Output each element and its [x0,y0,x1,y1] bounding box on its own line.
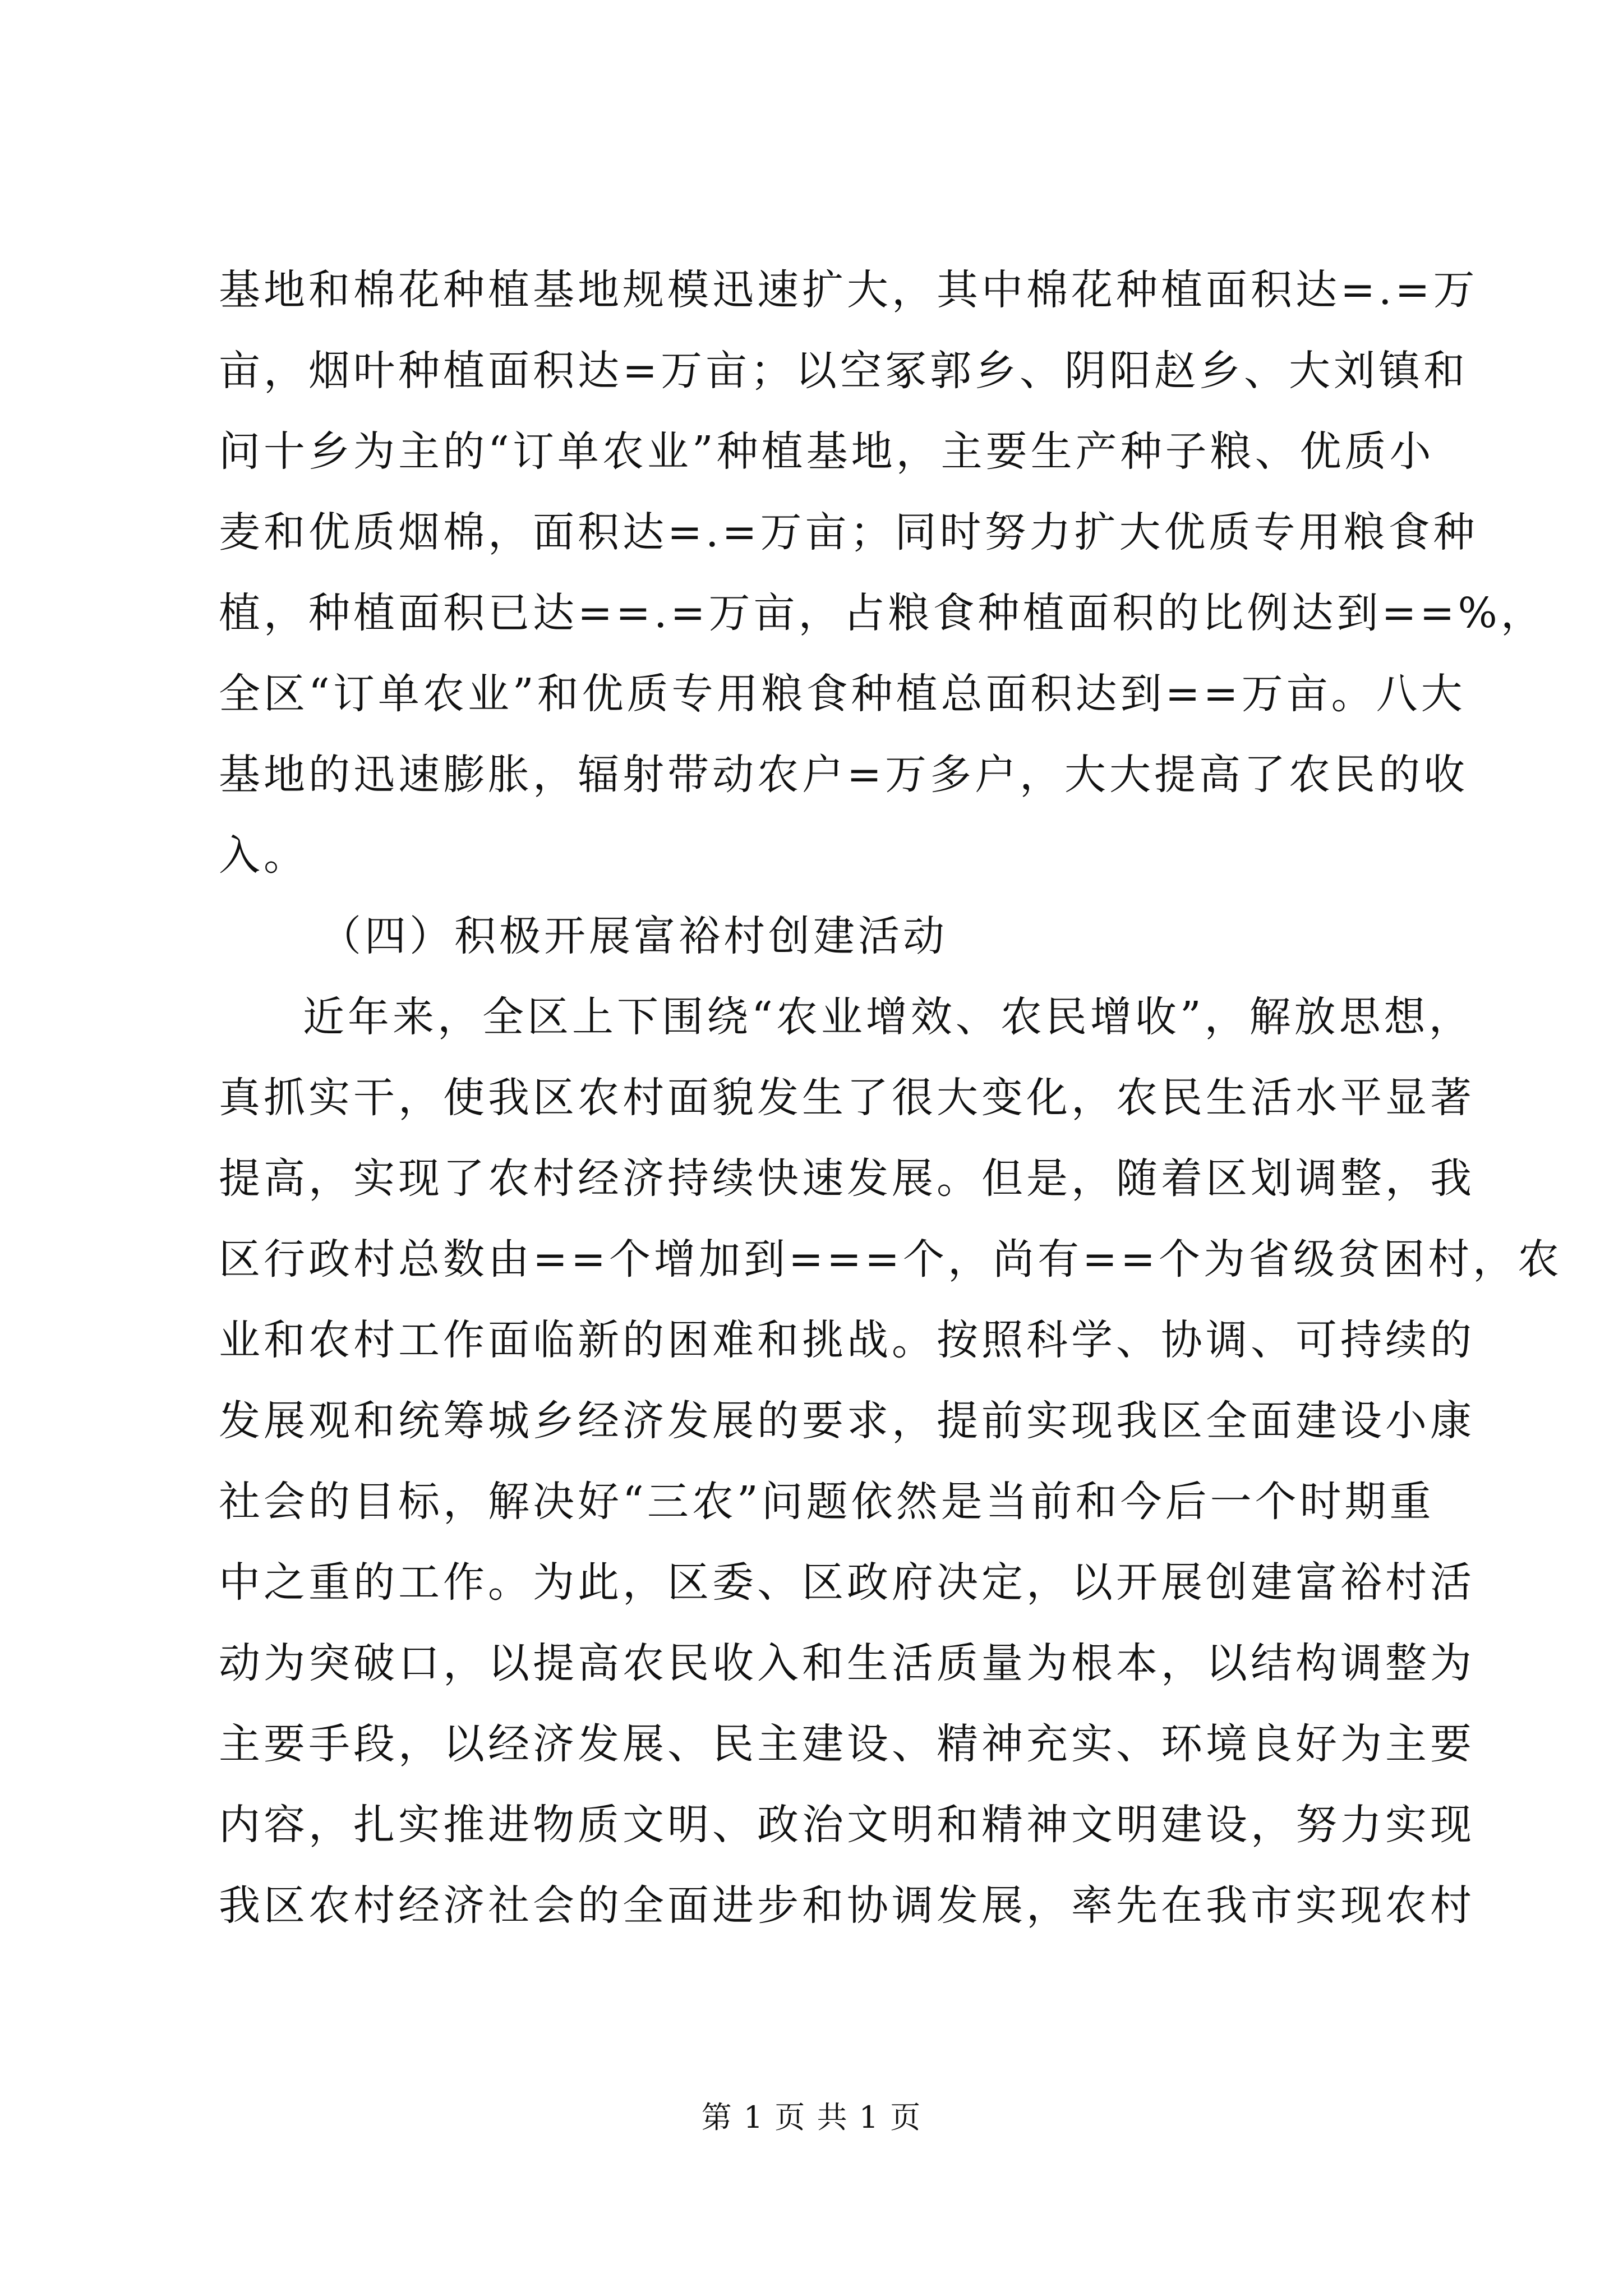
text-line: 亩，烟叶种植面积达=万亩；以空冢郭乡、阴阳赵乡、大刘镇和 [219,347,1469,395]
text-line: 基地和棉花种植基地规模迅速扩大，其中棉花种植面积达=.=万 [219,266,1478,314]
paragraph-line: 发展观和统筹城乡经济发展的要求，提前实现我区全面建设小康 [219,1397,1475,1445]
text-line: 问十乡为主的“订单农业”种植基地，主要生产种子粮、优质小 [219,427,1435,476]
text-line: 全区“订单农业”和优质专用粮食种植总面积达到==万亩。八大 [219,670,1466,718]
text-line: 植，种植面积已达==.=万亩，占粮食种植面积的比例达到==%， [219,589,1546,637]
paragraph-line: 中之重的工作。为此，区委、区政府决定，以开展创建富裕村活 [219,1558,1475,1607]
text-line: 麦和优质烟棉，面积达=.=万亩；同时努力扩大优质专用粮食种 [219,508,1478,556]
paragraph-line: 主要手段，以经济发展、民主建设、精神充实、环境良好为主要 [219,1720,1475,1768]
text-line: 基地的迅速膨胀，辐射带动农户=万多户，大大提高了农民的收 [219,751,1469,799]
paragraph-line: 业和农村工作面临新的困难和挑战。按照科学、协调、可持续的 [219,1316,1475,1364]
document-body [219,250,1563,1946]
paragraph-line: 真抓实干，使我区农村面貌发生了很大变化，农民生活水平显著 [219,1074,1475,1122]
paragraph-line: 近年来，全区上下围绕“农业增效、农民增收”，解放思想， [303,993,1474,1041]
paragraph-line: 内容，扎实推进物质文明、政治文明和精神文明建设，努力实现 [219,1801,1475,1849]
paragraph-line: 我区农村经济社会的全面进步和协调发展，率先在我市实现农村 [219,1881,1475,1930]
paragraph-line: 动为突破口，以提高农民收入和生活质量为根本，以结构调整为 [219,1639,1475,1687]
paragraph-line: 社会的目标，解决好“三农”问题依然是当前和今后一个时期重 [219,1478,1435,1526]
page-number-footer: 第 1 页 共 1 页 [701,2100,922,2135]
paragraph-line: 提高，实现了农村经济持续快速发展。但是，随着区划调整，我 [219,1154,1475,1203]
paragraph-line: 区行政村总数由==个增加到===个，尚有==个为省级贫困村，农 [219,1235,1563,1283]
text-line: 入。 [219,831,308,880]
section-heading: （四）积极开展富裕村创建活动 [320,912,948,960]
